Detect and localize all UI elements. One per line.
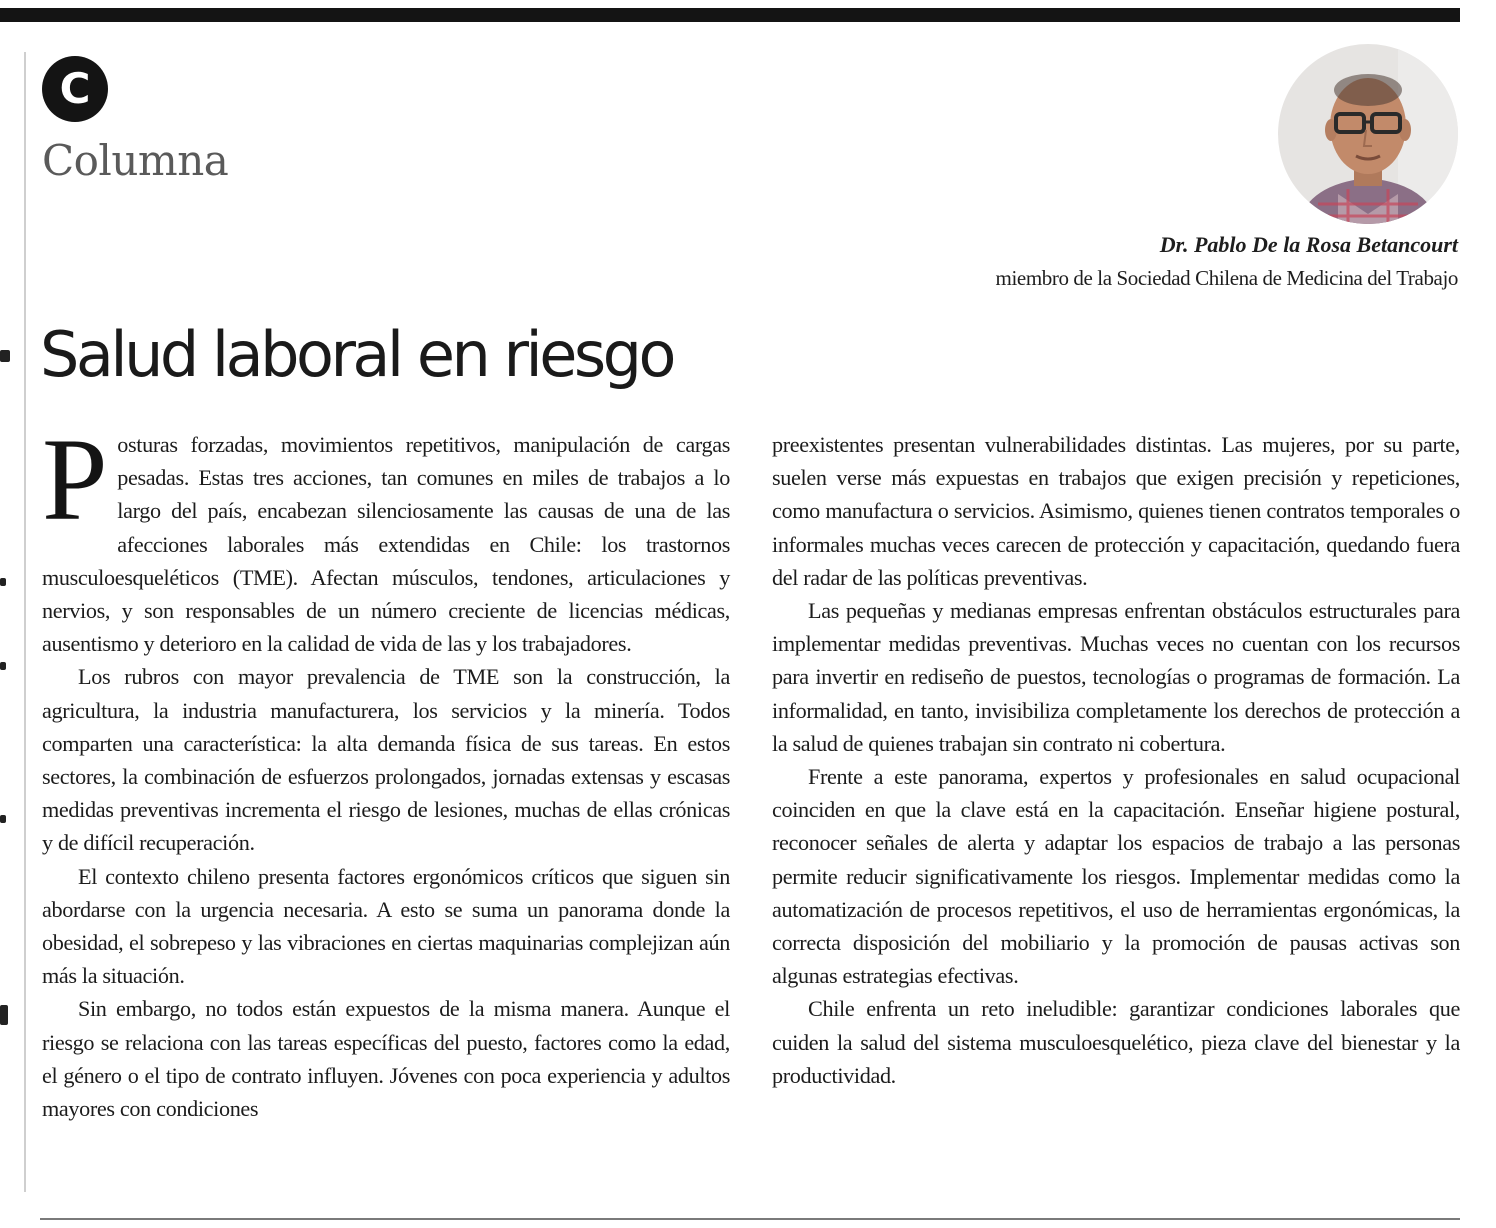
adjacent-page-fragment <box>0 578 6 586</box>
adjacent-page-fragment <box>0 815 6 823</box>
bottom-rule <box>40 1218 1460 1220</box>
article-paragraph <box>42 414 730 660</box>
column-divider-rule <box>24 52 26 1192</box>
top-rule <box>0 8 1460 22</box>
article-paragraph: Frente a este panorama, expertos y profesionales en salud ocupacional coinciden en que la clave está en la capacitación. Enseñar higiene postural, reconocer señales de alerta y adaptar los espacios de trabajo a las personas permite reducir significativamente los riesgos. Implementar medidas como la automatización de procesos repetitivos, el uso de herramientas ergonómicas, la correcta disposición del mobiliario y la promoción de pausas activas son algunas estrategias efectivas. <box>772 764 1460 989</box>
article-column-right <box>772 428 1460 1092</box>
adjacent-page-fragment <box>0 1005 8 1025</box>
author-photo <box>1278 44 1458 224</box>
drop-cap: P <box>42 414 108 545</box>
section-badge: C <box>42 56 108 122</box>
article-paragraph: Los rubros con mayor prevalencia de TME son la construcción, la agricultura, la industria manufacturera, los servicios y la minería. Todos comparten una característica: la alta demanda física de sus tareas. En estos sectores, la combinación de esfuerzos prolongados, jornadas extensas y escasas medidas preventivas incrementa el riesgo de lesiones, muchas de ellas crónicas y de difícil recuperación. <box>42 664 730 856</box>
article-paragraph: Chile enfrenta un reto ineludible: garantizar condiciones laborales que cuiden la salud del sistema musculoesquelético, pieza clave del bienestar y la productividad. <box>772 996 1460 1088</box>
author-role: miembro de la Sociedad Chilena de Medicina del Trabajo <box>995 266 1458 290</box>
article-paragraph: Sin embargo, no todos están expuestos de la misma manera. Aunque el riesgo se relaciona con las tareas específicas del puesto, factores como la edad, el género o el tipo de contrato influyen. Jóvenes con poca experiencia y adultos mayores con condiciones <box>42 996 730 1122</box>
section-label: Columna <box>42 136 229 185</box>
adjacent-page-fragment <box>0 662 6 670</box>
article-headline: Salud laboral en riesgo <box>40 318 673 391</box>
author-name: Dr. Pablo De la Rosa Betancourt <box>1159 232 1458 257</box>
article-paragraph: Las pequeñas y medianas empresas enfrentan obstáculos estructurales para implementar medidas preventivas. Muchas veces no cuentan con los recursos para invertir en rediseño de puestos, tecnologías o programas de formación. La informalidad, en tanto, invisibiliza completamente los derechos de protección a la salud de quienes trabajan sin contrato ni cobertura. <box>772 598 1460 756</box>
article-column-left <box>42 414 730 1125</box>
paragraph-text: osturas forzadas, movimientos repetitivos, manipulación de cargas pesadas. Estas tres acciones, tan comunes en miles de trabajos a lo largo del país, encabezan silenciosamente las causas de una de las afecciones laborales más extendidas en Chile: los trastornos musculoesqueléticos (TME). Afectan músculos, tendones, articulaciones y nervios, y son responsables de un número creciente de licencias médicas, ausentismo y deterioro en la calidad de vida de las y los trabajadores. <box>42 432 730 657</box>
adjacent-page-fragment <box>0 350 10 362</box>
article-paragraph: El contexto chileno presenta factores ergonómicos críticos que siguen sin abordarse con la urgencia necesaria. A esto se suma un panorama donde la obesidad, el sobrepeso y las vibraciones en ciertas maquinarias complejizan aún más la situación. <box>42 863 730 989</box>
article-paragraph: preexistentes presentan vulnerabilidades distintas. Las mujeres, por su parte, suelen verse más expuestas en trabajos que exigen precisión y repeticiones, como manufactura o servicios. Asimismo, quienes tienen contratos temporales o informales muchas veces carecen de protección y capacitación, quedando fuera del radar de las políticas preventivas. <box>772 432 1460 590</box>
